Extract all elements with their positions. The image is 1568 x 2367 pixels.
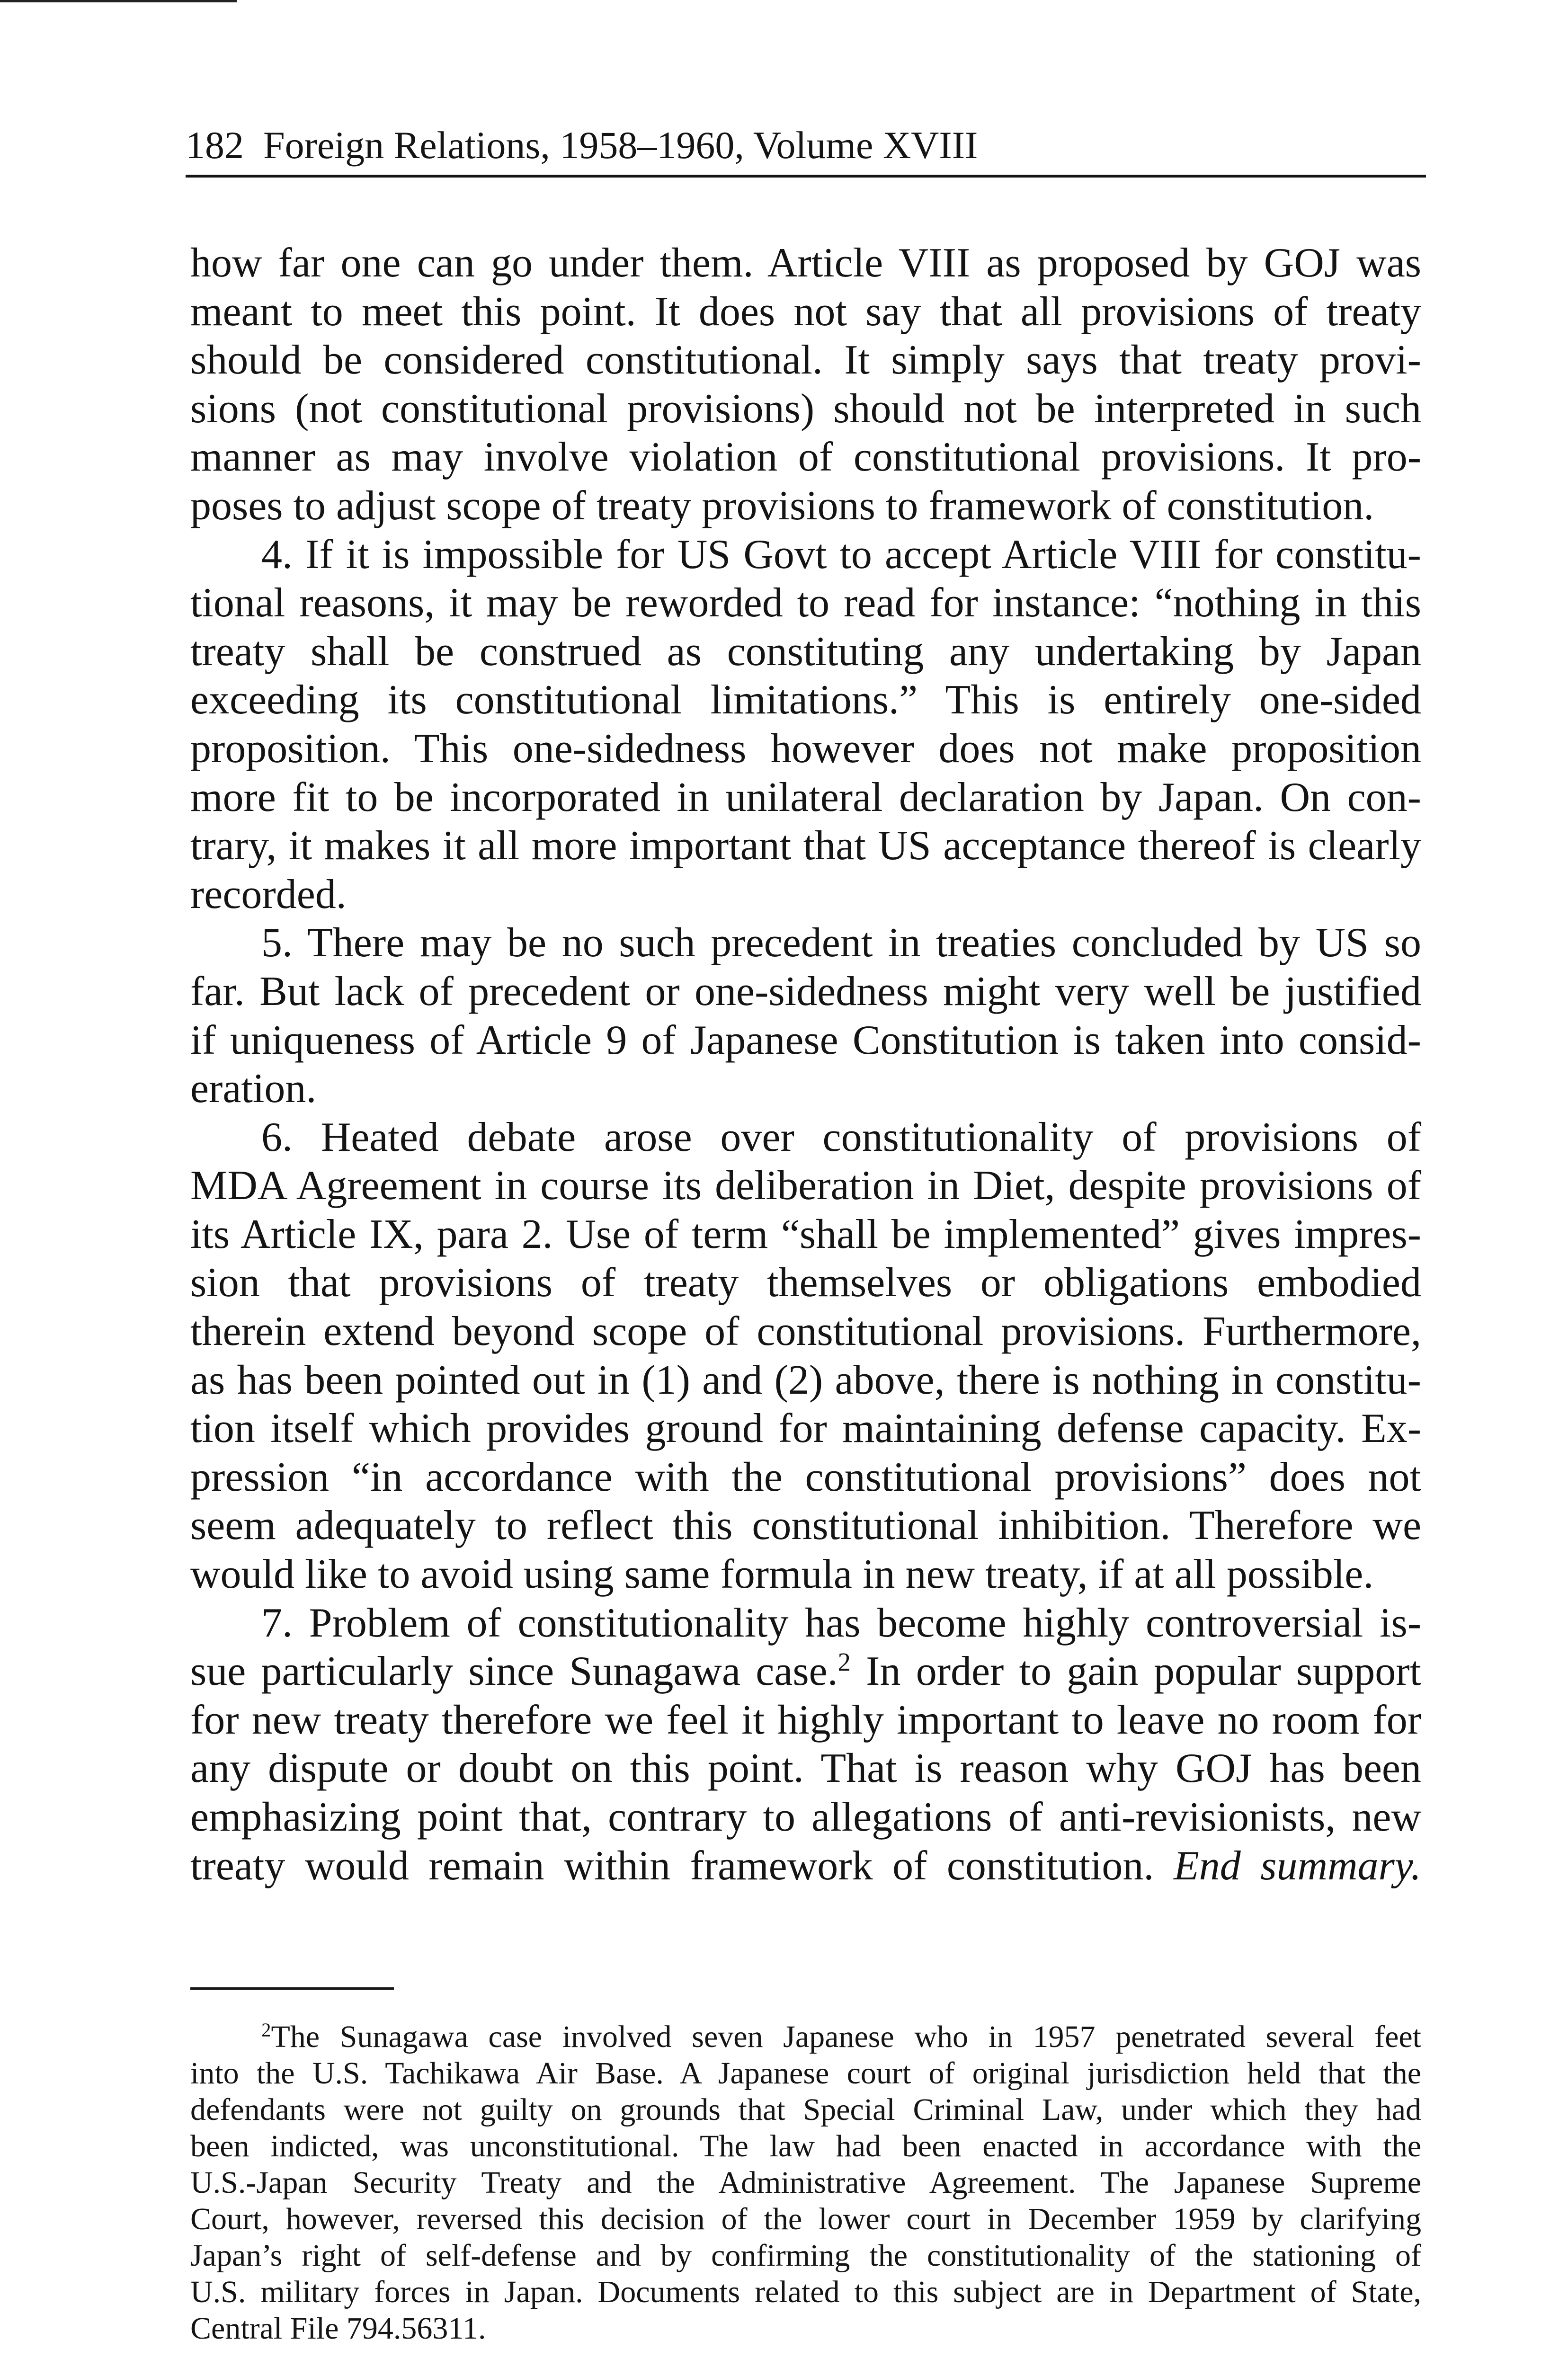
paragraph-4-start: 4. If it is impossible for US Govt to accept Article VIII for constitu- [261,531,1421,578]
footnote-line: Central File 794.56311. [190,2311,486,2346]
footnote-reference[interactable]: 2 [837,1647,851,1677]
body-line: poses to adjust scope of treaty provisions to framework of constitution. [190,482,1374,529]
body-line-with-footnote-ref [190,1647,1421,1696]
header-text [186,119,978,171]
body-line: tional reasons, it may be reworded to read for instance: “nothing in this [190,580,1421,626]
body-line: recorded. [190,871,347,917]
body-line: MDA Agreement in course its deliberation in Diet, despite provisions of [190,1163,1421,1209]
body-line-part: treaty would remain within framework of constitution. [190,1842,1154,1889]
end-summary-label: End summary. [1173,1842,1421,1889]
body-line-part: In order to gain popular support [850,1648,1421,1695]
body-line: any dispute or doubt on this point. That is reason why GOJ has been [190,1745,1421,1792]
footnote-line: into the U.S. Tachikawa Air Base. A Japanese court of original jurisdiction held that the [190,2056,1421,2091]
footnote-line: U.S.-Japan Security Treaty and the Administrative Agreement. The Japanese Supreme [190,2165,1421,2200]
footnote-marker: 2 [261,2019,271,2041]
body-line: meant to meet this point. It does not say that all provisions of treaty [190,288,1421,335]
header-title: Foreign Relations, 1958–1960, Volume XVIII [263,124,978,167]
body-line: eration. [190,1066,317,1112]
footnote [190,2019,1421,2347]
footnote-line-text: The Sunagawa case involved seven Japanese who in 1957 penetrated several feet [271,2020,1421,2054]
body-line: more fit to be incorporated in unilateral declaration by Japan. On con- [190,774,1421,820]
body-line: for new treaty therefore we feel it highly important to leave no room for [190,1697,1421,1743]
footnote-line: been indicted, was unconstitutional. The law had been enacted in accordance with the [190,2129,1421,2163]
body-line-part: sue particularly since Sunagawa case. [190,1648,838,1695]
body-line: emphasizing point that, contrary to allegations of anti-revisionists, new [190,1794,1421,1840]
footnote-line: U.S. military forces in Japan. Documents related to this subject are in Department of State, [190,2275,1421,2309]
body-line: as has been pointed out in (1) and (2) above, there is nothing in constitu- [190,1357,1421,1403]
body-line: its Article IX, para 2. Use of term “shall be implemented” gives impres- [190,1211,1421,1257]
body-line: manner as may involve violation of constitutional provisions. It pro- [190,434,1421,481]
header-rule [186,175,1426,178]
footnote-line [190,2019,1421,2055]
body-line: far. But lack of precedent or one-sidedness might very well be justified [190,968,1421,1014]
body-line: exceeding its constitutional limitations.” This is entirely one-sided [190,677,1421,723]
running-header [186,119,1426,171]
body-line-final [190,1842,1421,1891]
body-line: trary, it makes it all more important that US acceptance thereof is clearly [190,823,1421,869]
page-number: 182 [186,124,244,167]
footnote-line: Japan’s right of self-defense and by confirming the constitutionality of the stationing of [190,2238,1421,2273]
body-line: pression “in accordance with the constitutional provisions” does not [190,1454,1421,1500]
footnote-rule [190,1987,394,1990]
body-line: how far one can go under them. Article VIII as proposed by GOJ was [190,240,1421,286]
paragraph-7-start: 7. Problem of constitutionality has become highly controversial is- [261,1600,1421,1646]
body-line: treaty shall be construed as constituting any undertaking by Japan [190,628,1421,675]
document-body [190,239,1421,1890]
scan-edge-line [0,0,237,2]
body-line: if uniqueness of Article 9 of Japanese Constitution is taken into consid- [190,1017,1421,1063]
paragraph-5-start: 5. There may be no such precedent in treaties concluded by US so [261,920,1421,966]
body-line: sions (not constitutional provisions) should not be interpreted in such [190,385,1421,432]
body-line: would like to avoid using same formula in new treaty, if at all possible. [190,1551,1374,1598]
footnote-line: Court, however, reversed this decision of the lower court in December 1959 by clarifying [190,2202,1421,2236]
body-line: should be considered constitutional. It simply says that treaty provi- [190,337,1421,383]
body-line: sion that provisions of treaty themselves or obligations embodied [190,1260,1421,1306]
body-line: tion itself which provides ground for maintaining defense capacity. Ex- [190,1406,1421,1452]
footnote-line: defendants were not guilty on grounds that Special Criminal Law, under which they had [190,2092,1421,2127]
body-line: proposition. This one-sidedness however does not make proposition [190,725,1421,772]
body-line: seem adequately to reflect this constitutional inhibition. Therefore we [190,1503,1421,1549]
body-line: therein extend beyond scope of constitutional provisions. Furthermore, [190,1308,1421,1355]
paragraph-6-start: 6. Heated debate arose over constitutionality of provisions of [261,1114,1421,1160]
